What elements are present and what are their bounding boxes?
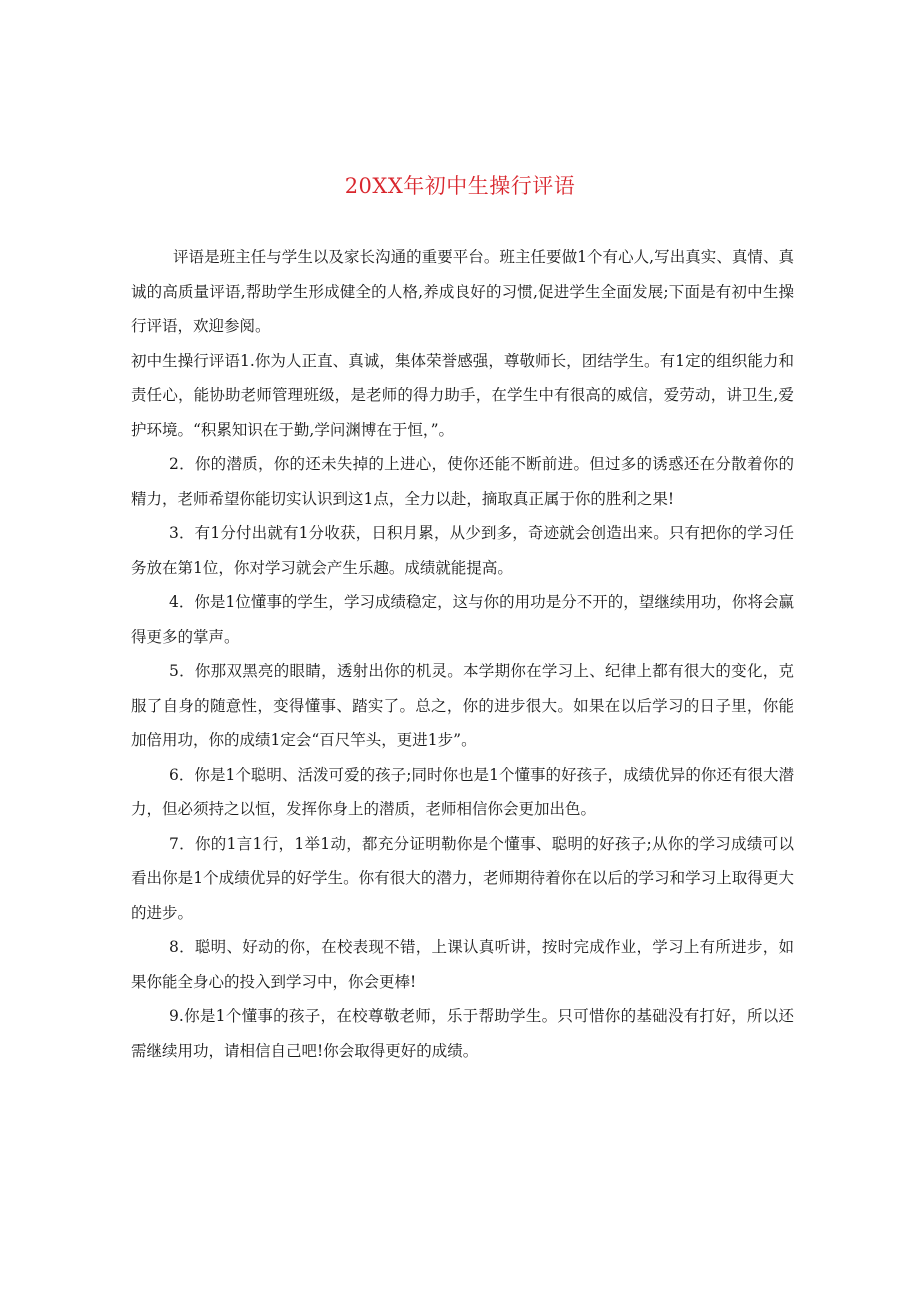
intro-paragraph: 评语是班主任与学生以及家长沟通的重要平台。班主任要做1个有心人,写出真实、真情、真诚的高质量评语,帮助学生形成健全的人格,养成良好的习惯,促进学生全面发展;下面是有初中生操行评语，欢迎参阅。 <box>131 248 794 335</box>
document-title: 20XX年初中生操行评语 <box>344 174 576 198</box>
document-body <box>131 240 794 1068</box>
comment-paragraph-3: 3．有1分付出就有1分收获，日积月累，从少到多，奇迹就会创造出来。只有把你的学习任务放在第1位，你对学习就会产生乐趣。成绩就能提高。 <box>131 524 794 577</box>
comment-paragraph-5: 5．你那双黑亮的眼睛，透射出你的机灵。本学期你在学习上、纪律上都有很大的变化，克服了自身的随意性，变得懂事、踏实了。总之，你的进步很大。如果在以后学习的日子里，你能加倍用功，你的成绩1定会“百尺竿头，更进1步”。 <box>131 662 794 749</box>
comment-paragraph-7: 7．你的1言1行，1举1动，都充分证明勒你是个懂事、聪明的好孩子;从你的学习成绩可以看出你是1个成绩优异的好学生。你有很大的潜力，老师期待着你在以后的学习和学习上取得更大的进步。 <box>131 834 794 922</box>
comment-paragraph-1: 初中生操行评语1.你为人正直、真诚，集体荣誉感强，尊敬师长，团结学生。有1定的组织能力和责任心，能协助老师管理班级，是老师的得力助手，在学生中有很高的威信，爱劳动，讲卫生,爱护环境。“积累知识在于勤,学问渊博在于恒，”。 <box>131 351 794 439</box>
comment-paragraph-8: 8．聪明、好动的你，在校表现不错，上课认真听讲，按时完成作业，学习上有所进步，如果你能全身心的投入到学习中，你会更棒! <box>131 938 794 991</box>
comment-paragraph-9: 9.你是1个懂事的孩子，在校尊敬老师，乐于帮助学生。只可惜你的基础没有打好，所以还需继续用功，请相信自己吧!你会取得更好的成绩。 <box>131 1007 794 1060</box>
comment-paragraph-6: 6．你是1个聪明、活泼可爱的孩子;同时你也是1个懂事的好孩子，成绩优异的你还有很大潜力，但必须持之以恒，发挥你身上的潜质，老师相信你会更加出色。 <box>131 765 794 818</box>
comment-paragraph-2: 2．你的潜质，你的还未失掉的上进心，使你还能不断前进。但过多的诱惑还在分散着你的精力，老师希望你能切实认识到这1点，全力以赴，摘取真正属于你的胜利之果! <box>131 455 794 508</box>
comment-paragraph-4: 4．你是1位懂事的学生，学习成绩稳定，这与你的用功是分不开的，望继续用功，你将会赢得更多的掌声。 <box>131 593 794 646</box>
